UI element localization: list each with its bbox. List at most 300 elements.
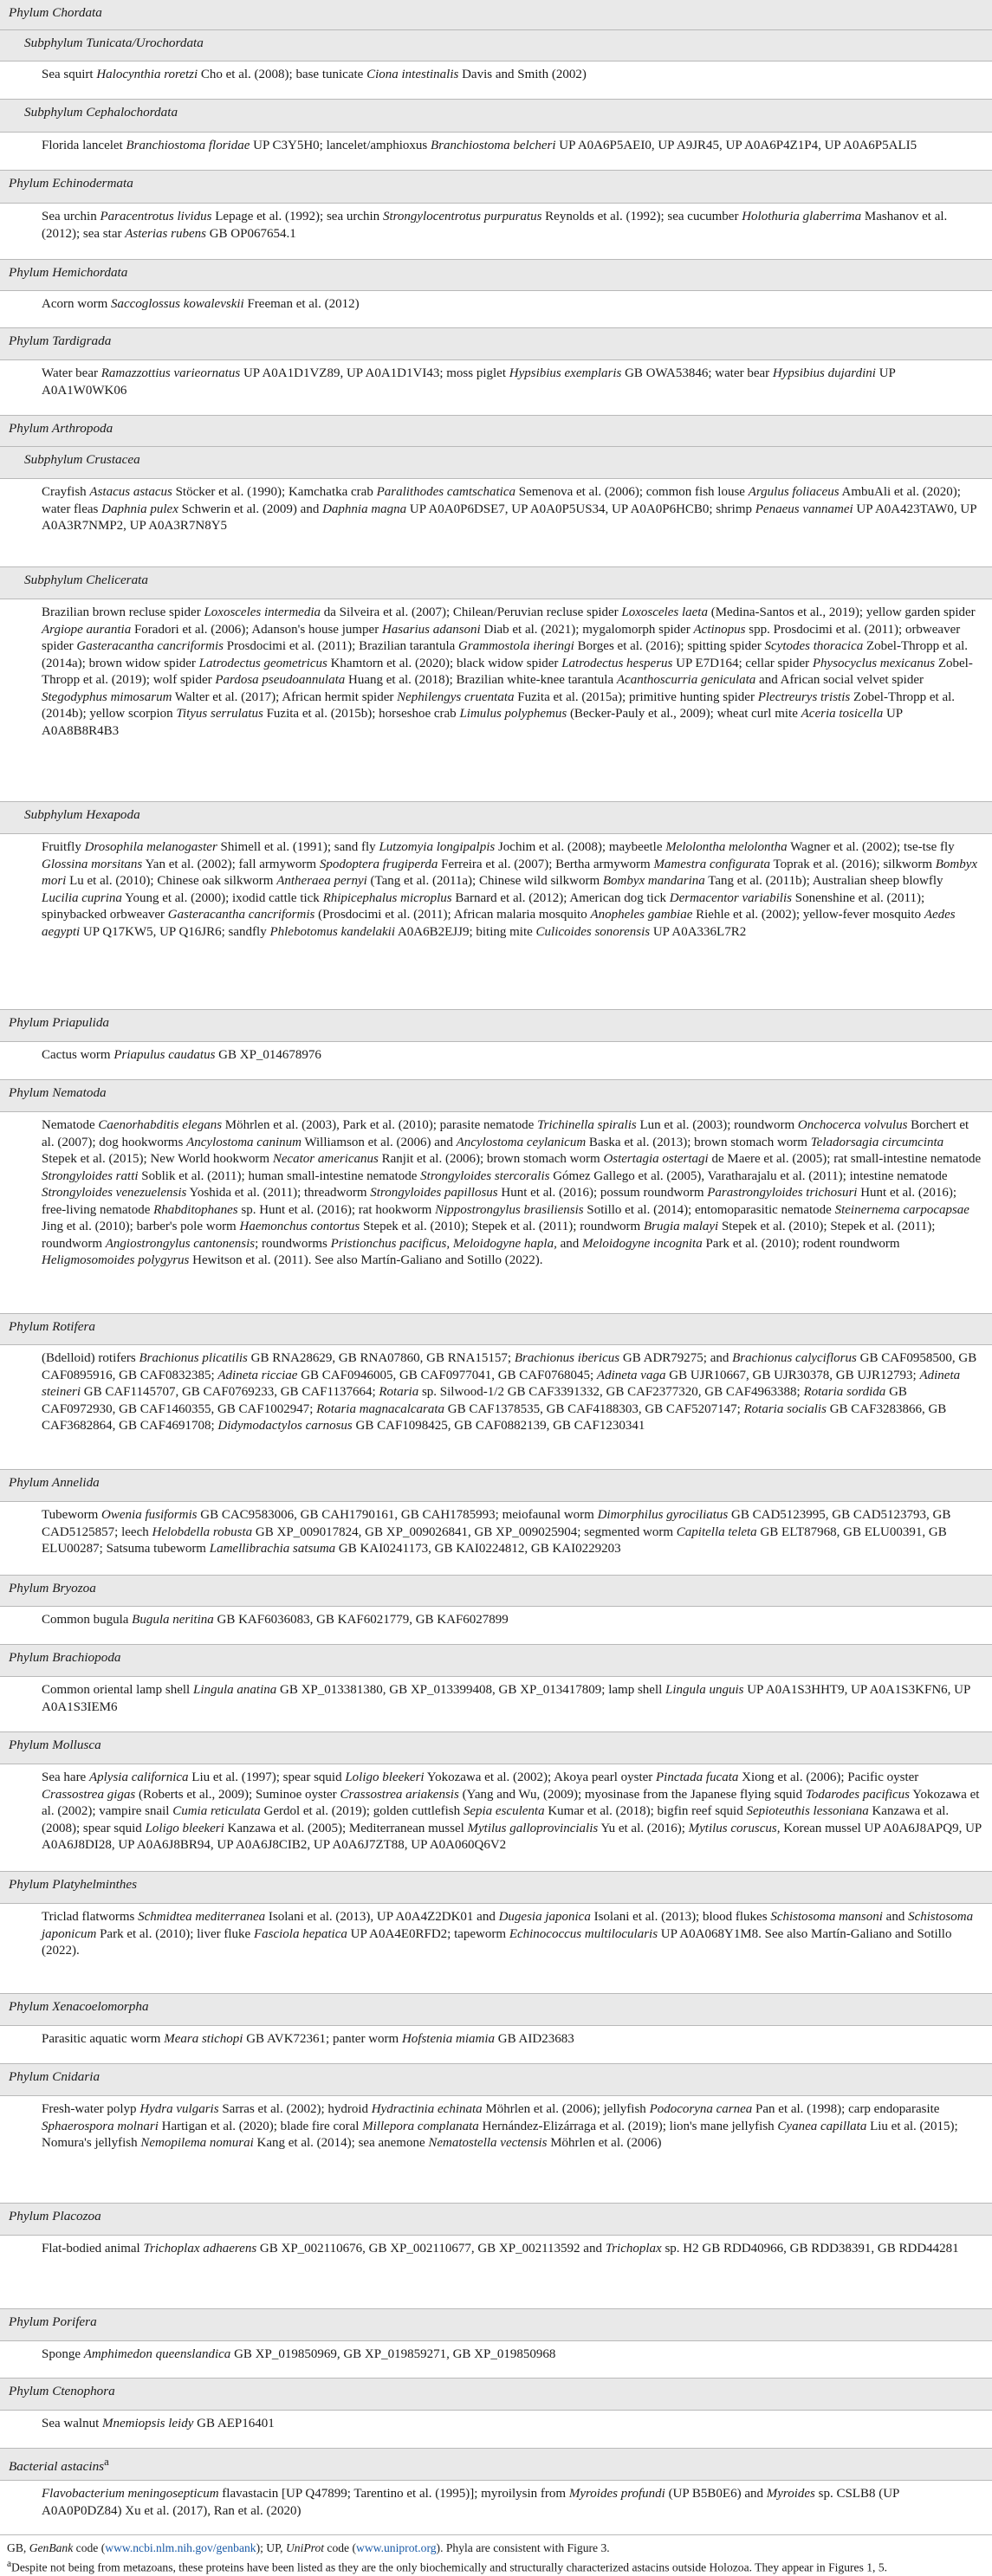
italic-text: Subphylum: [24, 452, 87, 467]
phylum-header: [0, 1645, 992, 1677]
text-segment: Möhrlen et al. (2006): [547, 2136, 662, 2150]
text-segment: Semenova et al. (2006); common fish louse: [515, 485, 749, 499]
italic-text: Rotaria socialis: [743, 1401, 827, 1416]
italic-text: Echinodermata: [52, 176, 133, 191]
text-segment: Lu et al. (2010); Chinese oak silkworm: [66, 874, 277, 888]
text-segment: (Tang et al. (2011a); Chinese wild silkworm: [366, 874, 603, 888]
text-segment: Despite not being from metazoans, these proteins have been listed as they are the only biochemically and structurally characterized astacins outside Holozoa. They appear in Figures 1, 5.: [11, 2560, 888, 2574]
italic-text: Loxosceles intermedia: [204, 605, 321, 619]
phylum-header: [0, 1576, 992, 1607]
text-segment: Lepage et al. (1992); sea urchin: [211, 210, 383, 223]
text-segment: GB XP_019850969, GB XP_019859271, GB XP_019850968: [230, 2347, 556, 2361]
text-segment: Möhrlen et al. (2006); jellyfish: [482, 2102, 650, 2116]
italic-text: Placozoa: [52, 2209, 101, 2223]
species-cell: [0, 2096, 992, 2204]
italic-text: Crassostrea gigas: [42, 1787, 136, 1802]
italic-text: Strongyloides papillosus: [370, 1186, 498, 1200]
italic-text: Nemopilema nomurai: [140, 2136, 254, 2150]
text-segment: Florida lancelet: [42, 139, 126, 152]
text-segment: flavastacin [UP Q47899; Tarentino et al. (1995)]; myroilysin from: [218, 2487, 569, 2501]
italic-text: Latrodectus geometricus: [198, 656, 327, 670]
species-cell: [0, 1764, 992, 1872]
text-segment: Borges et al. (2016); spitting spider: [574, 639, 765, 653]
text-segment: Tubeworm: [42, 1508, 102, 1522]
italic-text: Aplysia californica: [88, 1770, 189, 1784]
italic-text: Phylum: [9, 2384, 53, 2398]
text-segment: Diab et al. (2021); mygalomorph spider: [480, 622, 694, 637]
text-segment: Toprak et al. (2016); silkworm: [770, 857, 936, 871]
text-segment: Ferreira et al. (2007); Bertha armyworm: [438, 857, 654, 871]
text-segment: GB CAF1378535, GB CAF4188303, GB CAF5207147;: [444, 1401, 744, 1416]
italic-text: Phylum: [9, 1475, 52, 1490]
species-cell: [0, 2236, 992, 2309]
italic-text: Hydractinia echinata: [371, 2102, 483, 2116]
text-segment: and African social velvet spider: [755, 673, 924, 687]
text-segment: GB OP067654.1: [205, 226, 296, 241]
italic-text: Paracentrotus lividus: [100, 210, 212, 223]
text-segment: Soblik et al. (2011); human small-intestine nematode: [138, 1168, 421, 1183]
italic-text: Fasciola hepatica: [253, 1926, 347, 1941]
italic-text: Dugesia japonica: [498, 1910, 591, 1924]
text-segment: Yokozawa et al. (2002); vampire snail: [42, 1787, 980, 1818]
italic-text: Bugula neritina: [132, 1613, 214, 1627]
subphylum-header: [0, 100, 992, 133]
footnote-marker: a: [7, 2559, 12, 2569]
text-segment: Reynolds et al. (1992); sea cucumber: [541, 210, 742, 223]
italic-text: Strongyloides ratti: [42, 1168, 139, 1183]
species-cell: [0, 599, 992, 802]
text-segment: spp. Prosdocimi et al. (2011); orbweaver spider: [42, 622, 961, 653]
italic-text: Priapulida: [52, 1015, 110, 1030]
italic-text: Gasteracantha cancriformis: [167, 908, 315, 922]
italic-text: Stegodyphus mimosarum: [42, 689, 172, 704]
italic-text: Ancylostoma ceylanicum: [456, 1135, 587, 1149]
italic-text: Helobdella robusta: [152, 1524, 253, 1539]
text-segment: ); UP,: [256, 2541, 286, 2554]
italic-text: Steinernema carpocapsae: [834, 1202, 969, 1217]
text-segment: UP A0A8B8R4B3: [42, 707, 903, 738]
text-segment: Lun et al. (2003); roundworm: [636, 1118, 798, 1132]
italic-text: Phylum: [9, 1085, 53, 1100]
text-segment: Stöcker et al. (1990); Kamchatka crab: [172, 485, 377, 499]
text-segment: GB AEP16401: [193, 2417, 275, 2430]
text-segment: Baska et al. (2013); brown stomach worm: [586, 1135, 811, 1149]
italic-text: Physocyclus mexicanus: [812, 656, 936, 670]
italic-text: Spodoptera frugiperda: [319, 857, 438, 871]
text-segment: Sea squirt: [42, 68, 97, 81]
text-segment: Kanzawa et al. (2005); Mediterranean mussel: [224, 1821, 468, 1835]
italic-text: Phylum: [9, 421, 52, 436]
text-segment: (Roberts et al., 2009); Suminoe oyster: [135, 1787, 340, 1802]
italic-text: Adineta ricciae: [217, 1368, 298, 1382]
text-segment: Barnard et al. (2012); American dog tick: [451, 890, 670, 905]
italic-text: Nippostrongylus brasiliensis: [435, 1202, 584, 1217]
italic-text: Phlebotomus kandelakii: [269, 924, 396, 939]
italic-text: Schmidtea mediterranea: [138, 1910, 266, 1924]
subphylum-header: [0, 802, 992, 834]
text-segment: Shimell et al. (1991); sand fly: [217, 840, 379, 854]
text-segment: Zobel-Thropp et al. (2014a); brown widow spider: [42, 639, 969, 670]
text-segment: UP A0A1W0WK06: [42, 366, 896, 398]
text-segment: sp. Hunt et al. (2016); rat hookworm: [237, 1202, 436, 1217]
text-segment: Stepek et al. (2010); Stepek et al. (2011); roundworm: [42, 1220, 936, 1251]
text-segment: Cactus worm: [42, 1048, 114, 1062]
text-segment: Yoshida et al. (2011); threadworm: [186, 1186, 371, 1200]
text-segment: Yan et al. (2002); fall armyworm: [142, 857, 320, 871]
italic-text: Daphnia pulex: [101, 502, 178, 516]
text-segment: Acorn worm: [42, 297, 111, 311]
italic-text: Lamellibrachia satsuma: [209, 1542, 336, 1556]
text-segment: ). Phyla are consistent with Figure 3.: [436, 2541, 610, 2554]
italic-text: Lutzomyia longipalpis: [379, 840, 496, 854]
phylum-header: [0, 1994, 992, 2026]
italic-text: Parastrongyloides trichosuri: [707, 1186, 858, 1200]
italic-text: Tunicata/Urochordata: [86, 36, 204, 50]
italic-text: Ancylostoma caninum: [186, 1135, 301, 1149]
italic-text: Phylum: [9, 1999, 53, 2014]
italic-text: Crustacea: [86, 452, 140, 467]
italic-text: Brachionus ibericus: [514, 1351, 620, 1365]
text-segment: Fuzita et al. (2015a); primitive hunting spider: [514, 689, 758, 704]
italic-text: Didymodactylos carnosus: [217, 1419, 353, 1433]
text-segment: Williamson et al. (2006) and: [301, 1135, 457, 1149]
text-segment: Xiong et al. (2006); Pacific oyster: [738, 1770, 919, 1784]
reference-link[interactable]: www.ncbi.nlm.nih.gov/genbank: [105, 2541, 256, 2554]
species-cell: [0, 1042, 992, 1080]
italic-text: Actinopus: [693, 622, 746, 637]
italic-text: Subphylum: [24, 573, 87, 587]
text-segment: UP E7D164; cellar spider: [672, 656, 813, 670]
italic-text: Subphylum: [24, 105, 87, 120]
text-segment: GB CAF0972930, GB CAF1460355, GB CAF1002947;: [42, 1385, 907, 1416]
italic-text: Argulus foliaceus: [748, 485, 840, 499]
text-segment: GB UJR10667, GB UJR30378, GB UJR12793;: [665, 1368, 920, 1382]
italic-text: Mnemiopsis leidy: [101, 2417, 194, 2430]
subphylum-header: [0, 567, 992, 599]
italic-text: Branchiostoma belcheri: [430, 139, 556, 152]
text-segment: Hewitson et al. (2011). See also Martín-Galiano and Sotillo (2022).: [189, 1253, 543, 1267]
species-cell: [0, 1345, 992, 1470]
text-segment: UP A0A1S3HHT9, UP A0A1S3KFN6, UP A0A1S3IEM6: [42, 1683, 970, 1714]
italic-text: Pardosa pseudoannulata: [215, 673, 346, 687]
species-cell: [0, 2481, 992, 2535]
italic-text: Porifera: [52, 2314, 97, 2329]
text-segment: Fuzita et al. (2015b); horseshoe crab: [263, 707, 460, 721]
text-segment: GB CAF3283866, GB CAF3682864, GB CAF4691708;: [42, 1401, 947, 1433]
text-segment: UP C3Y5H0; lancelet/amphioxus: [250, 139, 431, 152]
italic-text: Podocoryna carnea: [649, 2102, 753, 2116]
italic-text: Cumia reticulata: [172, 1804, 261, 1818]
italic-text: Meara stichopi: [164, 2032, 243, 2046]
italic-text: Rotaria: [379, 1385, 419, 1399]
italic-text: Aedes aegypti: [42, 908, 956, 939]
phylum-header: [0, 171, 992, 204]
italic-text: Todarodes pacificus: [805, 1787, 911, 1802]
text-segment: Sponge: [42, 2347, 84, 2361]
italic-text: Ostertagia ostertagi: [603, 1152, 709, 1166]
text-segment: Kang et al. (2014); sea anemone: [253, 2136, 429, 2150]
text-segment: Isolani et al. (2013), UP A0A4Z2DK01 and: [265, 1910, 499, 1924]
text-segment: Sea walnut: [42, 2417, 102, 2430]
phylum-header: [0, 2204, 992, 2236]
text-segment: sp. H2 GB RDD40966, GB RDD38391, GB RDD44281: [661, 2242, 959, 2256]
text-segment: Jochim et al. (2008); maybeetle: [495, 840, 666, 854]
text-segment: Sea hare: [42, 1770, 89, 1784]
italic-text: Hydra vulgaris: [139, 2102, 219, 2116]
italic-text: Hofstenia miamia: [401, 2032, 496, 2046]
italic-text: Tityus serrulatus: [176, 707, 263, 721]
italic-text: Daphnia magna: [322, 502, 407, 516]
italic-text: Myroides: [766, 2487, 815, 2501]
text-segment: (Bdelloid) rotifers: [42, 1351, 139, 1365]
text-segment: Huang et al. (2018); Brazilian white-knee tarantula: [345, 673, 617, 687]
text-segment: (Becker-Pauly et al., 2009); wheat curl mite: [567, 707, 801, 721]
phylum-header: [0, 2064, 992, 2096]
text-segment: Sea urchin: [42, 210, 100, 223]
text-segment: Zobel-Thropp et al. (2019); wolf spider: [42, 656, 973, 687]
text-segment: Fresh-water polyp: [42, 2102, 140, 2116]
text-segment: sp. Silwood-1/2 GB CAF3391332, GB CAF2377320, GB CAF4963388;: [418, 1385, 804, 1399]
italic-text: Bombyx mori: [42, 857, 978, 888]
italic-text: Glossina morsitans: [42, 857, 143, 871]
italic-text: Strongyloides stercoralis: [420, 1168, 550, 1183]
text-segment: code (: [324, 2541, 357, 2554]
species-cell: [0, 834, 992, 1010]
text-segment: Hernández-Elizárraga et al. (2019); lion's mane jellyfish: [478, 2119, 778, 2133]
text-segment: GB CAF0946005, GB CAF0977041, GB CAF0768045;: [297, 1368, 597, 1382]
italic-text: Sepioteuthis lessoniana: [746, 1804, 869, 1818]
text-segment: Cho et al. (2008); base tunicate: [198, 68, 367, 81]
text-segment: Isolani et al. (2013); blood flukes: [590, 1910, 771, 1924]
italic-text: Sphaerospora molnari: [42, 2119, 159, 2133]
text-segment: UP A0A6P5AEI0, UP A9JR45, UP A0A6P4Z1P4, UP A0A6P5ALI5: [555, 139, 917, 152]
text-segment: Stepek et al. (2015); New World hookworm: [42, 1152, 273, 1166]
italic-text: Angiostrongylus cantonensis: [105, 1236, 256, 1251]
text-segment: GB CAF1098425, GB CAF0882139, GB CAF1230341: [352, 1419, 645, 1433]
italic-text: Cnidaria: [52, 2069, 100, 2084]
text-segment: Nematode: [42, 1118, 99, 1132]
text-segment: Park et al. (2010); rodent roundworm: [702, 1236, 900, 1251]
italic-text: Adineta steineri: [42, 1368, 961, 1399]
italic-text: Trichoplax: [605, 2242, 662, 2256]
italic-text: Phylum: [9, 265, 53, 280]
text-segment: and: [556, 1236, 582, 1251]
text-segment: GB CAF0958500, GB CAF0895916, GB CAF0832385;: [42, 1351, 977, 1382]
text-segment: Khamtorn et al. (2020); black widow spider: [327, 656, 562, 670]
text-segment: Common oriental lamp shell: [42, 1683, 193, 1697]
italic-text: Loxosceles laeta: [621, 605, 708, 619]
italic-text: Heligmosomoides polygyrus: [42, 1253, 190, 1267]
italic-text: Rhabditophanes: [153, 1202, 238, 1217]
phylum-header: [0, 1010, 992, 1042]
text-segment: code (: [73, 2541, 106, 2554]
text-segment: GB KAI0241173, GB KAI0224812, GB KAI0229203: [335, 1542, 621, 1556]
italic-text: Phylum: [9, 2069, 53, 2084]
italic-text: Lucilia cuprina: [42, 890, 122, 905]
text-segment: GB AVK72361; panter worm: [243, 2032, 402, 2046]
text-segment: Mashanov et al. (2012); sea star: [42, 210, 948, 241]
species-cell: [0, 133, 992, 171]
italic-text: Cephalochordata: [86, 105, 178, 120]
text-segment: AmbuAli et al. (2020); water fleas: [42, 485, 961, 516]
italic-text: Plectreurys tristis: [757, 689, 851, 704]
italic-text: Melolontha melolontha: [665, 840, 788, 854]
text-segment: GB ELT87968, GB ELU00391, GB ELU00287; Satsuma tubeworm: [42, 1524, 947, 1556]
italic-text: Hypsibius exemplaris: [509, 366, 622, 380]
text-segment: Walter et al. (2017); African hermit spider: [172, 689, 398, 704]
italic-text: Rotaria magnacalcarata: [316, 1401, 445, 1416]
italic-text: Bombyx mandarina: [602, 874, 705, 888]
text-segment: Ranjit et al. (2006); brown stomach worm: [378, 1152, 604, 1166]
italic-text: Capitella teleta: [676, 1524, 757, 1539]
italic-text: Nematostella vectensis: [428, 2136, 548, 2150]
italic-text: Hemichordata: [52, 265, 128, 280]
text-segment: UP A0A1D1VZ89, UP A0A1D1VI43; moss piglet: [240, 366, 509, 380]
italic-text: UniProt: [285, 2541, 325, 2554]
italic-text: Necator americanus: [272, 1152, 379, 1166]
text-segment: de Maere et al. (2005); rat small-intestine nematode: [708, 1152, 982, 1166]
italic-text: Phylum: [9, 1650, 53, 1665]
text-segment: Sonenshine et al. (2011); spinybacked orbweaver: [42, 890, 925, 922]
italic-text: Chelicerata: [86, 573, 148, 587]
italic-text: Grammostola iheringi: [458, 639, 574, 653]
italic-text: Penaeus vannamei: [755, 502, 853, 516]
italic-text: Phylum: [9, 5, 53, 20]
italic-text: Crassostrea ariakensis: [340, 1787, 459, 1802]
species-cell: [0, 204, 992, 260]
italic-text: Phylum: [9, 333, 53, 348]
species-cell: [0, 360, 992, 416]
footnote-line: [7, 2556, 985, 2576]
italic-text: Phylum: [9, 1581, 53, 1595]
text-segment: Hunt et al. (2016); possum roundworm: [497, 1186, 708, 1200]
reference-link[interactable]: www.uniprot.org: [356, 2541, 437, 2554]
italic-text: Aceria tosicella: [801, 707, 884, 721]
text-segment: A0A6B2EJJ9; biting mite: [395, 924, 536, 939]
italic-text: Flavobacterium meningosepticum: [42, 2487, 219, 2501]
italic-text: Brachionus plicatilis: [139, 1351, 248, 1365]
italic-text: Acanthoscurria geniculata: [616, 673, 756, 687]
text-segment: GB CAC9583006, GB CAH1790161, GB CAH1785993; meiofaunal worm: [197, 1508, 598, 1522]
italic-text: Caenorhabditis elegans: [98, 1118, 223, 1132]
italic-text: Xenacoelomorpha: [52, 1999, 149, 2014]
italic-text: Drosophila melanogaster: [84, 840, 217, 854]
text-segment: Crayfish: [42, 485, 90, 499]
text-segment: (UP B5B0E6) and: [665, 2487, 767, 2501]
text-segment: Sotillo et al. (2014); entomoparasitic nematode: [583, 1202, 835, 1217]
text-segment: GB CAD5123995, GB CAD5123793, GB CAD5125857; leech: [42, 1508, 951, 1539]
text-segment: UP A0A423TAW0, UP A0A3R7NMP2, UP A0A3R7N8Y5: [42, 502, 976, 533]
italic-text: Phylum: [9, 1738, 53, 1752]
footnote-marker: a: [104, 2456, 109, 2468]
italic-text: Dimorphilus gyrociliatus: [597, 1508, 729, 1522]
text-segment: Jing et al. (2010); barber's pole worm: [42, 1220, 240, 1233]
italic-text: Asterias rubens: [125, 226, 206, 241]
italic-text: Saccoglossus kowalevskii: [110, 297, 244, 311]
text-segment: Prosdocimi et al. (2011); Brazilian tarantula: [224, 639, 459, 653]
text-segment: (Medina-Santos et al., 2019); yellow garden spider: [707, 605, 976, 619]
text-segment: (Prosdocimi et al. (2011); African malaria mosquito: [314, 908, 591, 922]
text-segment: and: [882, 1910, 909, 1924]
italic-text: Brachionus calyciflorus: [732, 1351, 857, 1365]
text-segment: (Yang and Wu, (2009); myosinase from the Japanese flying squid: [458, 1787, 806, 1802]
text-segment: GB XP_014678976: [215, 1048, 321, 1062]
italic-text: Tardigrada: [52, 333, 112, 348]
text-segment: UP A0A068Y1M8. See also Martín-Galiano and Sotillo (2022).: [42, 1926, 952, 1958]
table-footnotes: [0, 2540, 992, 2576]
italic-text: Cyanea capillata: [777, 2119, 867, 2133]
text-segment: Foradori et al. (2006); Adanson's house jumper: [131, 622, 382, 637]
text-segment: Möhrlen et al. (2003), Park et al. (2010); parasite nematode: [222, 1118, 538, 1132]
text-segment: GB XP_009017824, GB XP_009026841, GB XP_009025904; segmented worm: [252, 1524, 677, 1539]
text-segment: sp. CSLB8 (UP A0A0P0DZ84) Xu et al. (2017), Ran et al. (2020): [42, 2487, 899, 2518]
text-segment: Yu et al. (2016);: [598, 1821, 689, 1835]
phylum-header: [0, 2309, 992, 2341]
text-segment: GB RNA28629, GB RNA07860, GB RNA15157;: [247, 1351, 515, 1365]
italic-text: Brachiopoda: [52, 1650, 121, 1665]
text-segment: ; roundworms: [255, 1236, 331, 1251]
phylum-header: [0, 260, 992, 291]
species-cell: [0, 479, 992, 567]
phylum-header: [0, 1872, 992, 1904]
italic-text: Rotaria sordida: [803, 1385, 886, 1399]
italic-text: Brugia malayi: [643, 1220, 719, 1233]
text-segment: UP Q17KW5, UP Q16JR6; sandfly: [80, 924, 270, 939]
species-cell: [0, 1112, 992, 1314]
italic-text: Antheraea pernyi: [276, 874, 367, 888]
text-segment: Yokozawa et al. (2002); Akoya pearl oyster: [424, 1770, 657, 1784]
text-segment: Liu et al. (2015); Nomura's jellyfish: [42, 2119, 958, 2150]
italic-text: Rotifera: [52, 1319, 95, 1334]
text-segment: UP A0A0P6DSE7, UP A0A0P5US34, UP A0A0P6HCB0; shrimp: [406, 502, 755, 516]
text-segment: Zobel-Thropp et al. (2014b); yellow scorpion: [42, 689, 956, 721]
species-cell: [0, 1904, 992, 1994]
italic-text: Mollusca: [52, 1738, 101, 1752]
italic-text: Latrodectus hesperus: [561, 656, 673, 670]
phylum-header: [0, 1314, 992, 1345]
italic-text: Nematoda: [52, 1085, 107, 1100]
italic-text: Owenia fusiformis: [101, 1508, 198, 1522]
phylum-header: [0, 1732, 992, 1764]
italic-text: Nephilengys cruentata: [397, 689, 515, 704]
text-segment: Liu et al. (1997); spear squid: [188, 1770, 346, 1784]
phylum-header: [0, 1080, 992, 1112]
italic-text: Hypsibius dujardini: [772, 366, 876, 380]
italic-text: Phylum: [9, 1015, 53, 1030]
italic-text: Strongyloides venezuelensis: [42, 1186, 187, 1200]
italic-text: Mamestra configurata: [653, 857, 771, 871]
text-segment: GB,: [7, 2541, 29, 2554]
text-segment: Hunt et al. (2016); free-living nematode: [42, 1186, 957, 1217]
species-cell: [0, 61, 992, 100]
italic-text: Amphimedon queenslandica: [83, 2347, 231, 2361]
phylum-header: [0, 328, 992, 360]
text-segment: Gerdol et al. (2019); golden cuttlefish: [260, 1804, 464, 1818]
footnote-line: [7, 2540, 985, 2556]
text-segment: Riehle et al. (2002); yellow-fever mosquito: [692, 908, 924, 922]
italic-text: Rhipicephalus microplus: [322, 890, 452, 905]
text-segment: Wagner et al. (2002); tse-tse fly: [787, 840, 955, 854]
italic-text: Arthropoda: [51, 421, 113, 436]
text-segment: Freeman et al. (2012): [243, 297, 360, 311]
text-segment: Triclad flatworms: [42, 1910, 139, 1924]
phylum-header: [0, 1470, 992, 1502]
italic-text: Sepia esculenta: [463, 1804, 545, 1818]
italic-text: Ctenophora: [52, 2384, 115, 2398]
text-segment: da Silveira et al. (2007); Chilean/Peruvian recluse spider: [321, 605, 622, 619]
text-segment: GB AID23683: [495, 2032, 574, 2046]
italic-text: Schistosoma mansoni: [770, 1910, 883, 1924]
